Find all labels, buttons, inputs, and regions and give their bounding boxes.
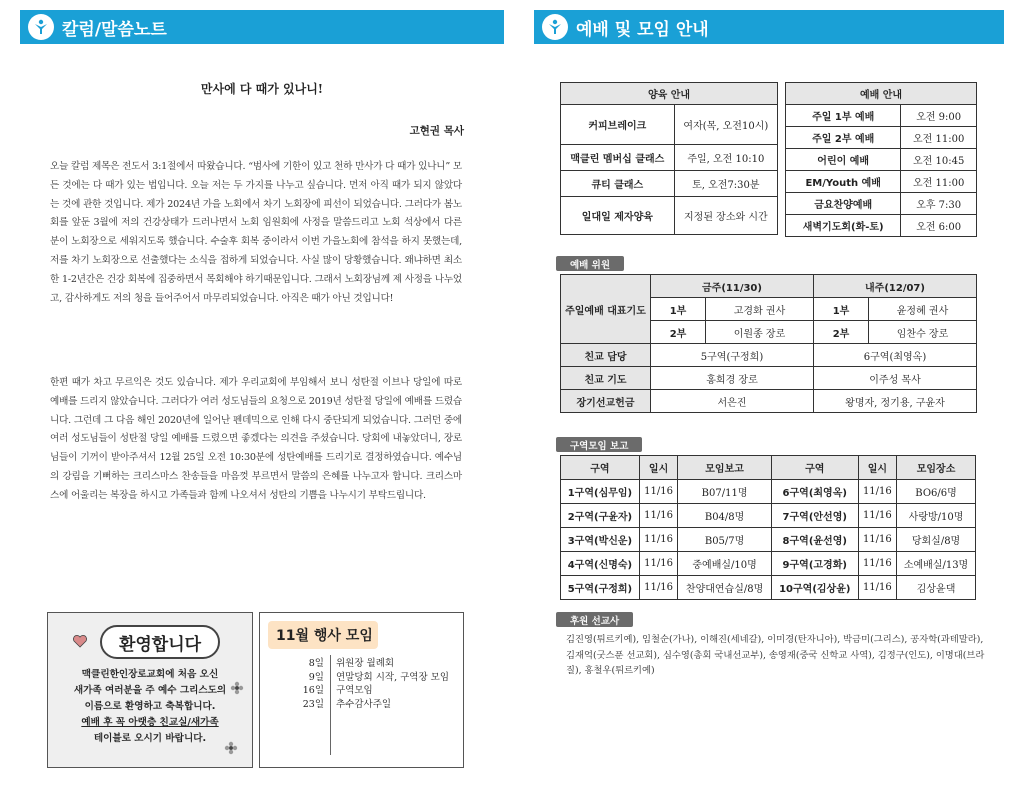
event-item <box>290 671 449 685</box>
column-header: 구역 <box>771 456 858 480</box>
next-week-header: 내주(12/07) <box>814 275 977 298</box>
groups-table <box>560 455 976 600</box>
event-item <box>290 657 449 671</box>
table-row <box>561 367 977 390</box>
event-name: 연말당회 시작, 구역장 모임 <box>336 671 450 683</box>
mission-offering-label: 장기선교헌금 <box>561 390 651 413</box>
group-name: 2구역(구윤자) <box>561 504 640 528</box>
fellowship-prayer-label: 친교 기도 <box>561 367 651 390</box>
church-logo-icon <box>542 14 568 40</box>
next-week-offering: 왕명자, 정기용, 구윤자 <box>814 390 977 413</box>
group-date: 11/16 <box>639 576 677 600</box>
education-info: 지정된 장소와 시간 <box>674 197 777 235</box>
group-name: 7구역(안선영) <box>771 504 858 528</box>
service-2-label: 2부 <box>651 321 706 344</box>
group-place: 김상윤댁 <box>897 576 976 600</box>
event-date: 8일 <box>308 658 324 669</box>
welcome-line: 맥클린한인장로교회에 처음 오신 <box>81 669 219 680</box>
missionaries-label: 후원 선교사 <box>556 612 633 627</box>
worship-time: 오전 11:00 <box>901 127 977 149</box>
this-week-prayer-2: 이원종 장로 <box>706 321 814 344</box>
welcome-title: 환영합니다 <box>100 625 220 659</box>
worship-header: 예배 안내 <box>786 83 977 105</box>
group-name: 9구역(고경화) <box>771 552 858 576</box>
service-1-label: 1부 <box>651 298 706 321</box>
column-header: 일시 <box>639 456 677 480</box>
group-place: 소예배실/13명 <box>897 552 976 576</box>
column-author: 고현권 목사 <box>409 125 464 137</box>
education-header: 양육 안내 <box>561 83 778 105</box>
table-row <box>561 504 976 528</box>
welcome-box <box>47 612 253 768</box>
events-list <box>290 657 449 711</box>
event-date: 16일 <box>302 685 324 696</box>
committee-label: 예배 위원 <box>556 256 624 271</box>
group-date: 11/16 <box>639 480 677 504</box>
left-header-bar <box>20 10 504 44</box>
service-1-label: 1부 <box>814 298 869 321</box>
education-info: 토, 오전7:30분 <box>674 171 777 197</box>
worship-time: 오후 7:30 <box>901 193 977 215</box>
fellowship-label: 친교 담당 <box>561 344 651 367</box>
group-place: 당회실/8명 <box>897 528 976 552</box>
group-date: 11/16 <box>858 480 896 504</box>
group-place: 사랑방/10명 <box>897 504 976 528</box>
column-paragraph-2: 한편 때가 차고 무르익은 것도 있습니다. 제가 우리교회에 부임해서 보니 성탄절 이브나 당일에 따로 예배를 드리지 않았습니다. 그러다가 여러 성도님들의 요청으로 2019년 성탄절 당일에 예배를 드렸습니다. 그런데 그 다음 해인 2020년에 일어난 펜데믹으로 인해 다시 중단되게 되었습니다. 그러던 중에 여러 성도님들이 성탄절 당일 예배를 드렸으면 좋겠다는 의견을 주셨습니다. 당회에 내놓았더니, 장로님들이 기꺼이 받아주셔서 12월 25일 오전 10:30분에 성탄예배를 드리기로 결정하였습니다. 예수님의 강림을 기뻐하는 크리스마스 찬송들을 마음껏 부르면서 말씀의 은혜를 나누고자 합니다. 크리스마스에 어울리는 복장을 하시고 가족들과 함께 나오셔서 성탄의 기쁨을 나누시기 부탁드립니다. <box>50 377 462 501</box>
table-row <box>561 197 778 235</box>
group-place: BO6/6명 <box>897 480 976 504</box>
education-name: 커피브레이크 <box>561 105 675 145</box>
group-report: B07/11명 <box>678 480 772 504</box>
table-row <box>561 390 977 413</box>
group-date: 11/16 <box>639 552 677 576</box>
column-header: 모임보고 <box>678 456 772 480</box>
this-week-offering: 서은진 <box>651 390 814 413</box>
table-row <box>561 105 778 145</box>
november-events-box <box>259 612 464 768</box>
left-header-title: 칼럼/말씀노트 <box>62 19 167 40</box>
worship-time: 오전 10:45 <box>901 149 977 171</box>
education-table <box>560 82 778 235</box>
welcome-line: 예배 후 꼭 아랫층 친교실/새가족 <box>81 717 219 728</box>
table-header-row <box>561 456 976 480</box>
table-row <box>561 344 977 367</box>
education-info: 여자(목, 오전10시) <box>674 105 777 145</box>
group-name: 8구역(윤선영) <box>771 528 858 552</box>
this-week-header: 금주(11/30) <box>651 275 814 298</box>
column-header: 일시 <box>858 456 896 480</box>
table-row <box>561 145 778 171</box>
event-item <box>290 698 449 712</box>
group-report: 찬양대연습실/8명 <box>678 576 772 600</box>
worship-name: 주일 2부 예배 <box>786 127 901 149</box>
table-row <box>561 480 976 504</box>
welcome-line: 테이블로 오시기 바랍니다. <box>93 733 207 744</box>
worship-name: 주일 1부 예배 <box>786 105 901 127</box>
welcome-line: 이름으로 환영하고 축복합니다. <box>84 701 216 712</box>
table-row <box>786 171 977 193</box>
education-info: 주일, 오전 10:10 <box>674 145 777 171</box>
table-row <box>786 215 977 237</box>
missionaries-list: 김진영(튀르키예), 임철순(가나), 이해진(세네갈), 이미경(탄자니아), 박금미(그리스), 공자학(과테말라), 김재억(굿스푼 선교회), 심수영(총회 국내선교부), 송영재(중국 신학교 사역), 김정구(인도), 이명대(브라질), 홍철우(튀르키예) <box>566 634 985 676</box>
group-report: B05/7명 <box>678 528 772 552</box>
table-row <box>561 528 976 552</box>
group-report: B04/8명 <box>678 504 772 528</box>
education-name: 큐티 클래스 <box>561 171 675 197</box>
service-2-label: 2부 <box>814 321 869 344</box>
right-header-bar <box>534 10 1004 44</box>
column-header: 구역 <box>561 456 640 480</box>
worship-time: 오전 6:00 <box>901 215 977 237</box>
church-logo-icon <box>28 14 54 40</box>
next-week-prayer-1: 윤정혜 권사 <box>869 298 977 321</box>
group-date: 11/16 <box>858 528 896 552</box>
next-week-fellowship-prayer: 이주성 목사 <box>814 367 977 390</box>
committee-table <box>560 274 977 413</box>
event-date: 23일 <box>302 698 324 710</box>
column-header: 모임장소 <box>897 456 976 480</box>
group-date: 11/16 <box>858 504 896 528</box>
next-week-prayer-2: 임찬수 장로 <box>869 321 977 344</box>
worship-name: 금요찬양예배 <box>786 193 901 215</box>
this-week-prayer-1: 고경화 권사 <box>706 298 814 321</box>
this-week-fellowship-prayer: 홍희경 장로 <box>651 367 814 390</box>
this-week-fellowship: 5구역(구정희) <box>651 344 814 367</box>
group-report: 중예배실/10명 <box>678 552 772 576</box>
table-row <box>786 193 977 215</box>
events-title: 11월 행사 모임 <box>268 621 378 649</box>
group-date: 11/16 <box>639 504 677 528</box>
table-row <box>786 105 977 127</box>
event-name: 구역모임 <box>336 685 373 696</box>
prayer-label: 주일예배 대표기도 <box>561 275 651 344</box>
group-name: 6구역(최영옥) <box>771 480 858 504</box>
event-date: 9일 <box>308 671 324 683</box>
event-name: 위원장 월례회 <box>336 658 395 669</box>
worship-table <box>785 82 977 237</box>
worship-time: 오전 9:00 <box>901 105 977 127</box>
right-header-title: 예배 및 모임 안내 <box>576 19 709 40</box>
table-row <box>786 149 977 171</box>
group-date: 11/16 <box>858 552 896 576</box>
worship-name: 어린이 예배 <box>786 149 901 171</box>
event-item <box>290 684 449 698</box>
next-week-fellowship: 6구역(최영옥) <box>814 344 977 367</box>
table-row <box>561 552 976 576</box>
table-row <box>561 576 976 600</box>
column-title: 만사에 다 때가 있나니! <box>200 82 324 96</box>
groups-label: 구역모임 보고 <box>556 437 642 452</box>
welcome-message <box>62 667 238 747</box>
worship-name: 새벽기도회(화-토) <box>786 215 901 237</box>
group-name: 4구역(신명숙) <box>561 552 640 576</box>
group-name: 10구역(김상윤) <box>771 576 858 600</box>
group-name: 3구역(박신운) <box>561 528 640 552</box>
welcome-line: 새가족 여러분을 주 예수 그리스도의 <box>73 685 227 696</box>
group-date: 11/16 <box>858 576 896 600</box>
worship-name: EM/Youth 예배 <box>786 171 901 193</box>
table-row <box>561 171 778 197</box>
heart-icon <box>72 633 88 649</box>
column-paragraph-1: 오늘 칼럼 제목은 전도서 3:1절에서 따왔습니다. “범사에 기한이 있고 천하 만사가 다 때가 있나니” 모든 것에는 다 때가 있는 법입니다. 오늘 저는 두 가지를 나누고 싶습니다. 먼저 아직 때가 되지 않았다는 것에 관한 것입니다. 제가 2024년 가을 노회에서 차기 노회장에 피선이 되었습니다. 그러다가 봄노회를 앞둔 3월에 저의 건강상태가 드러나면서 노회 임원회에 사정을 말씀드리고 노회 석상에서 다른 분이 노회장으로 세워지도록 했습니다. 수술후 회복 중이라서 이번 가을노회에 참석을 하지 못했는데, 저를 차기 노회장으로 선출했다는 소식을 접하게 되었습니다. 사실 많이 당황했습니다. 왜냐하면 최소한 1-2년간은 건강 회복에 집중하면서 목회해야 하기때문입니다. 그래서 노회장님께 제 사정을 나누었고, 감사하게도 저의 청을 들어주어서 마무리되었습니다. 아직은 때가 아닌 것입니다! <box>50 161 462 304</box>
table-row <box>786 127 977 149</box>
group-date: 11/16 <box>639 528 677 552</box>
education-name: 일대일 제자양육 <box>561 197 675 235</box>
event-name: 추수감사주일 <box>336 698 392 710</box>
education-name: 맥클린 멤버십 클래스 <box>561 145 675 171</box>
group-name: 1구역(심무임) <box>561 480 640 504</box>
group-name: 5구역(구정희) <box>561 576 640 600</box>
table-row <box>561 275 977 298</box>
worship-time: 오전 11:00 <box>901 171 977 193</box>
